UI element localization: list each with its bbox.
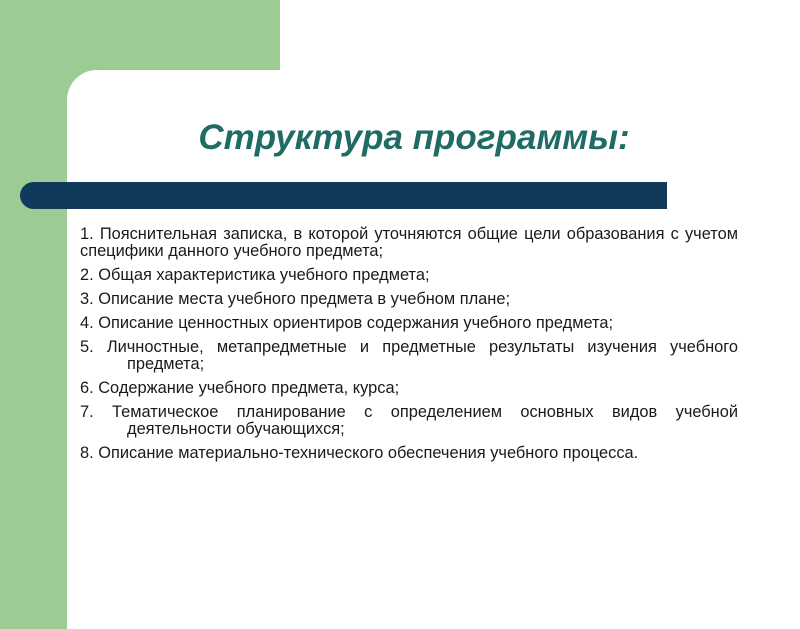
list-item: 4. Описание ценностных ориентиров содержания учебного предмета; [80,314,614,332]
list-item: 3. Описание места учебного предмета в учебном плане; [80,290,510,308]
list-item: 2. Общая характеристика учебного предмета; [80,266,430,284]
title-underline-bar [20,182,667,209]
slide-title: Структура программы: [198,118,630,157]
list-item: 5. Личностные, метапредметные и предметные результаты изучения учебного предмета; [80,338,738,373]
list-item: 1. Пояснительная записка, в которой уточняются общие цели образования с учетом специфики данного учебного предмета; [80,225,738,260]
list-item: 8. Описание материально-технического обеспечения учебного процесса. [80,444,639,462]
list-item: 6. Содержание учебного предмета, курса; [80,379,400,397]
program-structure-list [80,226,738,469]
list-item: 7. Тематическое планирование с определением основных видов учебной деятельности обучающихся; [80,403,738,438]
